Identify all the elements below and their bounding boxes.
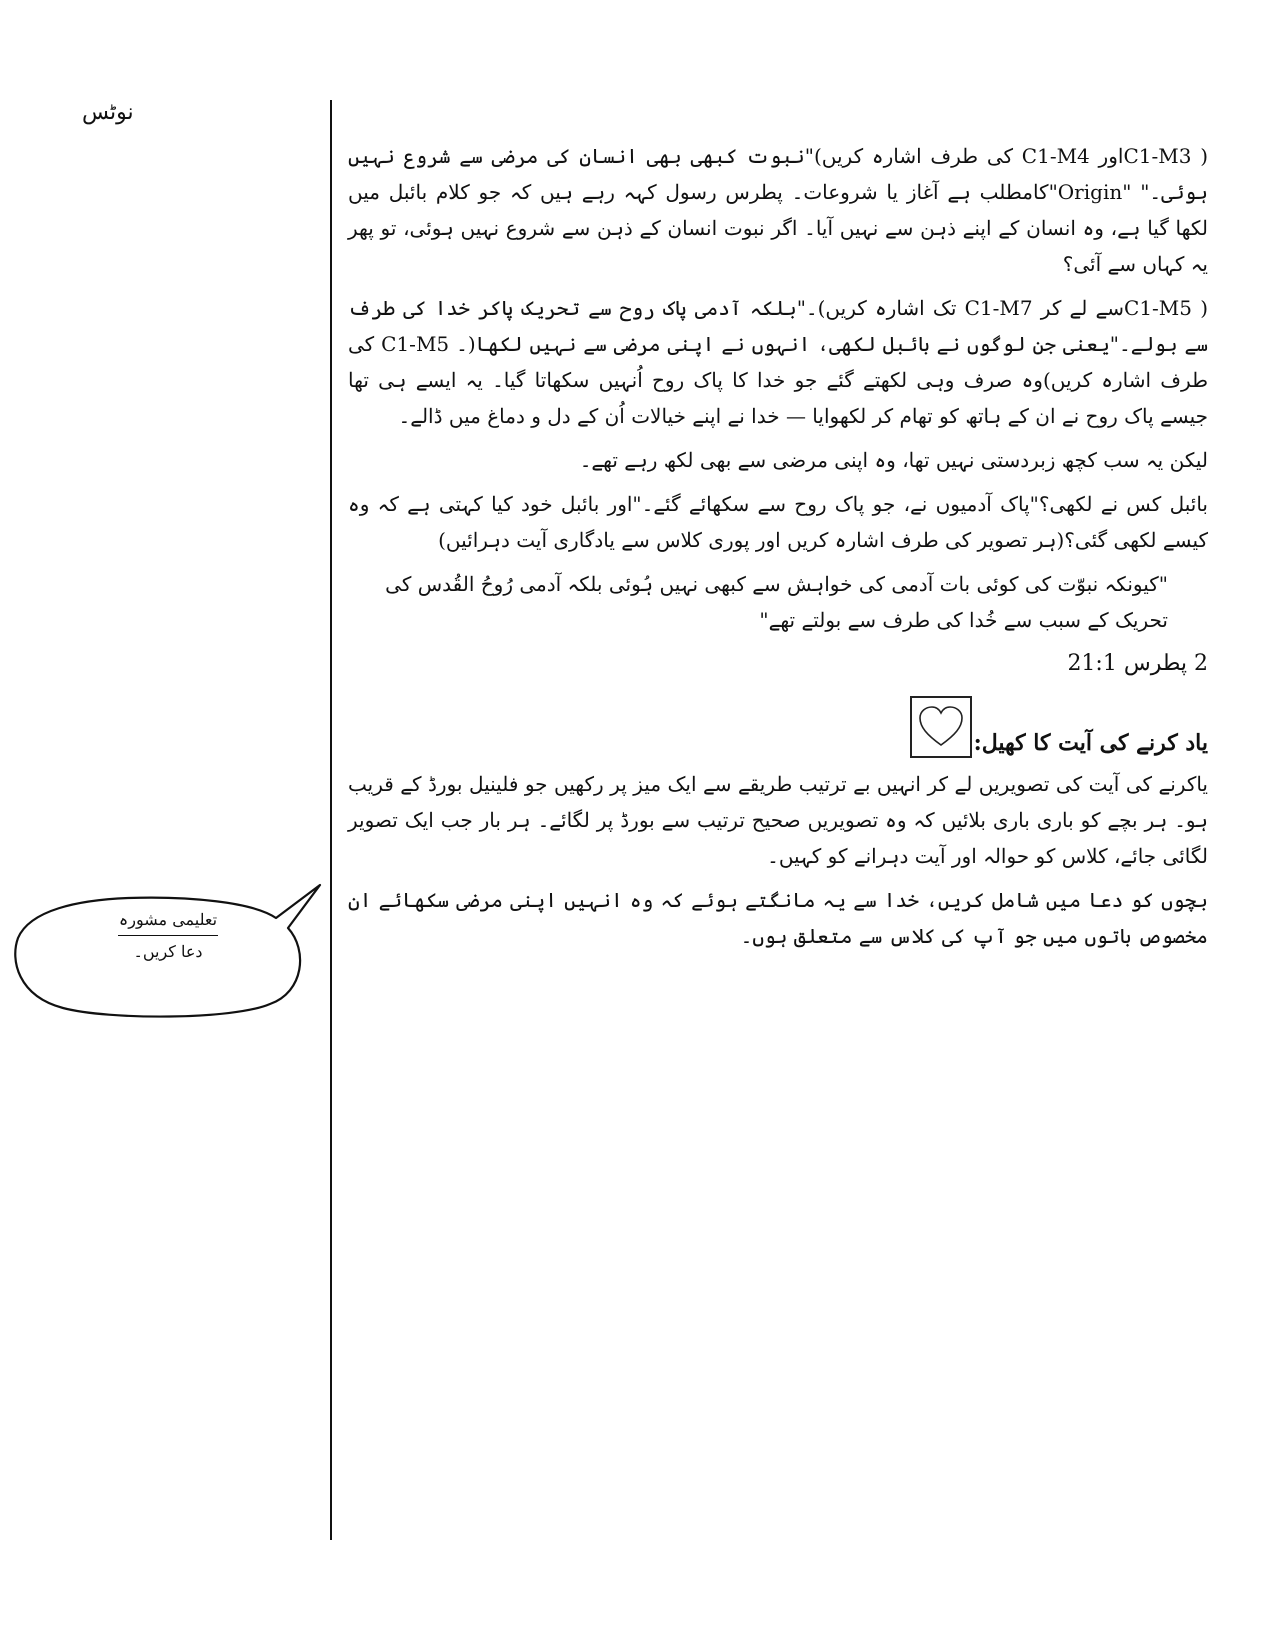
paragraph: ( C1-M3اور C1-M4 کی طرف اشارہ کریں)"نبوت کبھی بھی انسان کی مرضی سے شروع نہیں ہوئی۔" "Origin"کامطلب ہے آغاز یا شروعات۔ پطرس رسول کہہ رہے ہیں کہ جو کلام بائبل میں لکھا گیا ہے، وہ انسان کے اپنے ذہن سے نہیں آیا۔ اگر نبوت انسان کے ذہن سے شروع نہیں ہوئی، تو پھر یہ کہاں سے آئی؟ (348, 144, 1209, 276)
paragraph: ( C1-M5سے لے کر C1-M7 تک اشارہ کریں)۔"بلکہ آدمی پاک روح سے تحریک پاکر خدا کی طرف سے بولے۔"یعنی جن لوگوں نے بائبل لکھی، انہوں نے اپنی مرضی سے نہیں لکھا(۔ C1-M5 کی طرف اشارہ کریں)وہ صرف وہی لکھتے گئے جو خدا کا پاک روح اُنہیں سکھاتا گیا۔ یہ ایسے ہی تھا جیسے پاک روح نے ان کے ہاتھ کو تھام کر لکھوایا — خدا نے اپنے خیالات اُن کے دل و دماغ میں ڈالے۔ (348, 296, 1209, 428)
main-content (348, 138, 1208, 962)
section-heading: یاد کرنے کی آیت کا کھیل: (973, 730, 1208, 756)
paragraph: بچوں کو دعا میں شامل کریں، خدا سے یہ مانگتے ہوئے کہ وہ انہیں اپنی مرضی سکھائے ان مخصوص باتوں میں جو آپ کی کلاس سے متعلق ہوں۔ (348, 888, 1208, 948)
margin-divider (330, 100, 332, 1540)
paragraph: لیکن یہ سب کچھ زبردستی نہیں تھا، وہ اپنی مرضی سے بھی لکھ رہے تھے۔ (579, 448, 1208, 472)
teaching-tip-bubble (8, 880, 338, 1020)
section-title (348, 696, 1208, 758)
memory-verse-quote: "کیونکہ نبوّت کی کوئی بات آدمی کی خواہش سے کبھی نہیں ہُوئی بلکہ آدمی رُوحُ القُدس کی تحریک کے سبب سے خُدا کی طرف سے بولتے تھے" (385, 572, 1168, 632)
verse-reference: 2 پطرس 21:1 (1067, 651, 1208, 676)
paragraph: یاکرنے کی آیت کی تصویریں لے کر انہیں بے ترتیب طریقے سے ایک میز پر رکھیں جو فلینیل بورڈ کے قریب ہو۔ ہر بچے کو باری باری بلائیں کہ وہ تصویریں صحیح ترتیب سے بورڈ پر لگائے۔ ہر بار جب ایک تصویر لگائی جائے، کلاس کو حوالہ اور آیت دہرانے کو کہیں۔ (348, 772, 1208, 868)
teaching-tip-text: دعا کریں۔ (133, 942, 203, 961)
paragraph: بائبل کس نے لکھی؟"پاک آدمیوں نے، جو پاک روح سے سکھائے گئے۔"اور بائبل خود کیا کہتی ہے کہ وہ کیسے لکھی گئی؟(ہر تصویر کی طرف اشارہ کریں اور پوری کلاس سے یادگاری آیت دہرائیں) (348, 492, 1208, 552)
heart-icon (910, 696, 972, 758)
teaching-tip-title: تعلیمی مشورہ (118, 910, 218, 936)
notes-label: نوٹس (82, 100, 134, 125)
teaching-tip-content (118, 910, 218, 961)
